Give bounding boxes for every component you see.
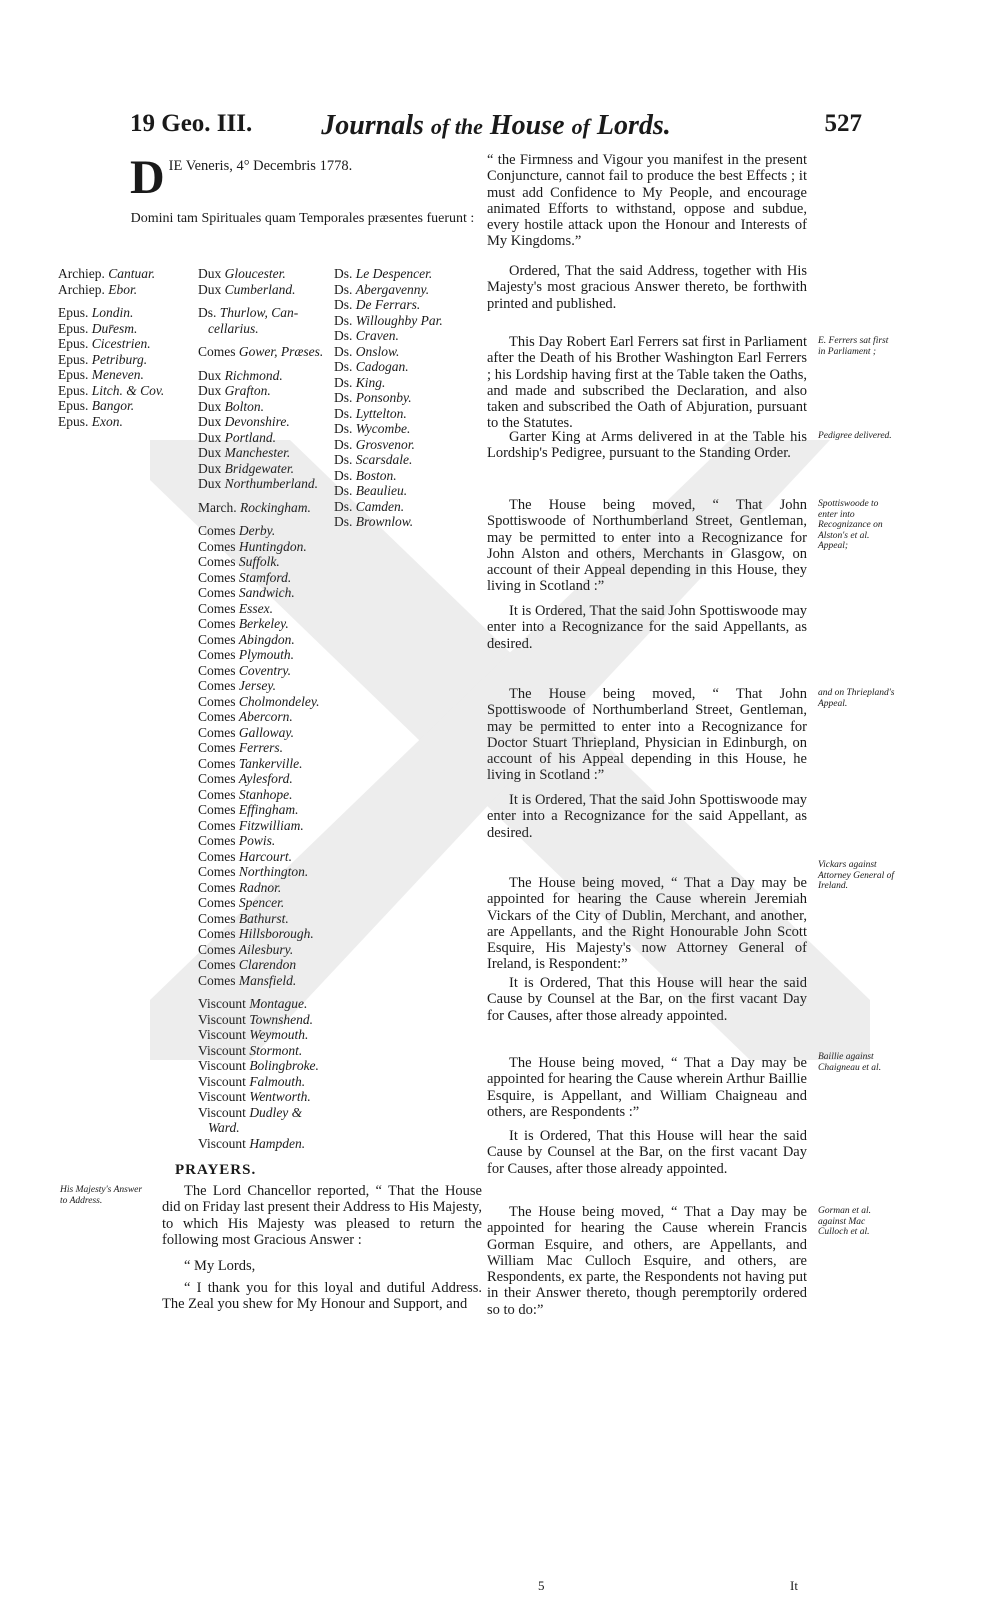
lord-title: March. xyxy=(198,499,240,515)
lord-entry xyxy=(198,996,338,1012)
lord-title: Comes xyxy=(198,554,239,569)
lord-entry xyxy=(334,266,464,282)
lord-entry xyxy=(198,694,338,710)
lord-title: Dux xyxy=(198,367,225,383)
margin-note-pedigree: Pedigree delivered. xyxy=(818,431,892,441)
lord-name: Powis. xyxy=(238,833,276,848)
lord-entry xyxy=(198,305,338,321)
lord-title: Comes xyxy=(198,864,239,879)
lord-title: Comes xyxy=(198,678,239,693)
present-heading: Domini tam Spirituales quam Temporales præsentes fuerunt : xyxy=(130,211,475,226)
lord-name: Rockingham. xyxy=(239,499,311,515)
lord-title: Ds. xyxy=(334,312,356,328)
lord-entry xyxy=(58,282,178,298)
lord-title: Ds. xyxy=(334,390,356,405)
lord-title: Viscount xyxy=(198,1073,250,1089)
lord-title: Comes xyxy=(198,972,239,988)
lord-name: Cadogan. xyxy=(355,359,409,374)
lord-entry xyxy=(198,554,338,570)
lord-name: Gower, Præses. xyxy=(238,344,324,359)
lord-title: Epus. xyxy=(58,398,92,413)
lord-entry xyxy=(198,632,338,648)
lord-name: Clarendon xyxy=(238,957,297,972)
lord-entry xyxy=(198,266,338,282)
lord-title: Ds. xyxy=(334,483,356,498)
lord-entry xyxy=(334,282,464,298)
lord-entry xyxy=(334,375,464,391)
lord-entry xyxy=(198,818,338,834)
lord-entry xyxy=(334,406,464,422)
lord-name: Devonshire. xyxy=(224,414,290,429)
lord-name: Bridgewater. xyxy=(224,460,294,476)
margin-note-vickars: Vickars against Attorney General of Ireland. xyxy=(818,860,894,891)
lord-title: Comes xyxy=(198,344,239,359)
lord-entry xyxy=(198,802,338,818)
list-spacer xyxy=(198,492,338,500)
lord-entry xyxy=(334,499,464,515)
lord-name: Lyttelton. xyxy=(355,405,407,421)
lord-title: Comes xyxy=(198,786,239,802)
lord-entry xyxy=(334,514,464,530)
lord-name: Weymouth. xyxy=(249,1027,309,1042)
lord-entry xyxy=(198,771,338,787)
lord-title: Archiep. xyxy=(58,281,109,297)
lord-entry xyxy=(198,539,338,555)
lord-title: Epus. xyxy=(58,320,92,336)
lord-title: Viscount xyxy=(198,1058,250,1073)
lord-name: Plymouth. xyxy=(238,647,295,662)
lord-name: Abercorn. xyxy=(238,709,293,724)
lord-title: Dux xyxy=(198,266,225,281)
lord-name: Falmouth. xyxy=(249,1073,306,1089)
lord-entry xyxy=(198,1089,338,1105)
lord-name: Bolingbroke. xyxy=(249,1058,319,1073)
lord-title: Ds. xyxy=(198,305,220,320)
lord-name: Northumberland. xyxy=(224,476,319,491)
prayers-heading: PRAYERS. xyxy=(175,1162,257,1178)
lord-entry xyxy=(198,1043,338,1059)
lord-title: Epus. xyxy=(58,336,92,351)
lord-title: Ds. xyxy=(334,514,356,529)
paragraph-vickars-order: It is Ordered, That this House will hear the said Cause by Counsel at the Bar, on the first vacant Day for Causes, after those already appointed. xyxy=(487,975,807,1024)
lord-name: Londin. xyxy=(91,305,134,320)
lord-title: Ds. xyxy=(334,266,356,281)
lord-name: De Ferrars. xyxy=(355,297,421,312)
paragraph-ferrers: This Day Robert Earl Ferrers sat first in Parliament after the Death of his Brother Washington Earl Ferrers ; his Lordship having first at the Table taken the Oaths, and made and subscribed the Declaration, and also taken and subscribed the Oath of Abjuration, pursuant to the Statutes. xyxy=(487,334,807,432)
lord-entry xyxy=(198,461,338,477)
lord-name: Hampden. xyxy=(249,1135,306,1151)
lord-entry xyxy=(198,500,338,516)
lord-entry xyxy=(58,352,178,368)
lord-name: cellarius. xyxy=(208,320,259,336)
lord-title: Ds. xyxy=(334,467,356,483)
lords-list-temporal xyxy=(198,266,338,1151)
margin-note-ferrers: E. Ferrers sat first in Parliament ; xyxy=(818,336,889,357)
lord-title: Dux xyxy=(198,398,225,414)
paragraph-baillie: The House being moved, “ That a Day may be appointed for hearing the Cause wherein Arthur Baillie Esquire, is Appellant, and William Chaigneau and others, are Respondents :” xyxy=(487,1055,807,1120)
lord-title: Ds. xyxy=(334,359,356,374)
lord-name: Boston. xyxy=(355,467,397,483)
lord-entry xyxy=(198,911,338,927)
lord-title: Comes xyxy=(198,724,239,740)
lord-entry xyxy=(198,430,338,446)
lord-entry xyxy=(198,1136,338,1152)
lord-entry xyxy=(198,957,338,973)
lord-name: Bolton. xyxy=(224,398,264,414)
lord-entry xyxy=(198,663,338,679)
lord-entry xyxy=(58,383,178,399)
lord-name: Suffolk. xyxy=(238,554,280,569)
lord-title: Viscount xyxy=(198,1089,250,1104)
lord-title: Archiep. xyxy=(58,266,109,281)
lord-title: Epus. xyxy=(58,382,92,398)
lord-title: Epus. xyxy=(58,351,92,367)
lord-entry xyxy=(58,336,178,352)
lord-entry xyxy=(198,647,338,663)
lord-name: Craven. xyxy=(355,328,399,343)
lord-name: Abingdon. xyxy=(238,631,295,647)
lord-name: Townshend. xyxy=(249,1011,313,1027)
lord-entry xyxy=(198,523,338,539)
lord-entry xyxy=(58,398,178,414)
lord-title: Comes xyxy=(198,848,239,864)
lord-title: Comes xyxy=(198,600,239,616)
lord-title: Ds. xyxy=(334,498,356,514)
lord-name: Aylesford. xyxy=(238,771,293,786)
lord-title: Ds. xyxy=(334,374,356,390)
lord-name: Dudley & xyxy=(249,1104,303,1120)
lord-title: Dux xyxy=(198,383,225,398)
lord-entry xyxy=(198,849,338,865)
lord-name: Beaulieu. xyxy=(355,483,408,498)
lord-title: Comes xyxy=(198,740,239,755)
lord-name: Ward. xyxy=(208,1120,240,1135)
lord-entry xyxy=(198,1027,338,1043)
lord-name: Stanhope. xyxy=(238,786,293,802)
lord-name: Derby. xyxy=(238,523,276,538)
lord-title: Comes xyxy=(198,802,239,817)
lord-name: Cantuar. xyxy=(108,266,156,281)
lord-title: Ds. xyxy=(334,281,356,297)
lord-name: Ferrers. xyxy=(238,740,284,755)
lord-entry xyxy=(198,476,338,492)
lord-name: Exon. xyxy=(91,413,123,429)
lord-entry xyxy=(198,709,338,725)
lord-entry xyxy=(198,678,338,694)
lord-entry xyxy=(334,437,464,453)
list-spacer xyxy=(198,297,338,305)
lord-entry xyxy=(198,585,338,601)
lord-entry xyxy=(198,740,338,756)
lord-entry xyxy=(198,1120,338,1136)
lord-title: Comes xyxy=(198,631,239,647)
lord-name: Meneven. xyxy=(91,367,144,382)
paragraph-spottiswoode-1: The House being moved, “ That John Spottiswoode of Northumberland Street, Gentleman, may be permitted to enter into a Recognizance for John Alston and others, Merchants in Glasgow, on account of their Appeal depending in this House, they living in Scotland :” xyxy=(487,497,807,595)
lord-name: Cumberland. xyxy=(224,281,296,297)
lord-entry xyxy=(198,926,338,942)
lord-title: Viscount xyxy=(198,1135,250,1151)
lord-title: Comes xyxy=(198,538,239,554)
lord-name: Bangor. xyxy=(91,398,135,413)
lord-name: Litch. & Cov. xyxy=(91,382,165,398)
lord-entry xyxy=(198,725,338,741)
lord-title: Comes xyxy=(198,926,239,941)
lord-entry xyxy=(334,452,464,468)
lord-name: Ebor. xyxy=(108,281,138,297)
lord-title: Viscount xyxy=(198,996,250,1011)
lord-name: Northington. xyxy=(238,864,309,879)
lords-list-spiritual xyxy=(58,266,178,429)
date-text: IE Veneris, 4° Decembris 1778. xyxy=(168,158,353,174)
lord-entry xyxy=(334,344,464,360)
paragraph-gorman: The House being moved, “ That a Day may be appointed for hearing the Cause wherein Francis Gorman Esquire, and others, are Appellants, and William Mac Culloch Esquire, and others, are Respondents, ex parte, the Respondents not having put in their Answer thereto, though peremptorily ordered so to do:” xyxy=(487,1204,807,1318)
lord-entry xyxy=(198,601,338,617)
lord-title: Ds. xyxy=(334,328,356,343)
page-number: 527 xyxy=(824,110,862,137)
paragraph-spottiswoode-2-order: It is Ordered, That the said John Spottiswoode may enter into a Recognizance for the said Appellant, as desired. xyxy=(487,792,807,841)
lord-entry xyxy=(198,616,338,632)
lord-title: Ds. xyxy=(334,405,356,421)
lord-entry xyxy=(198,756,338,772)
lord-name: Berkeley. xyxy=(238,616,289,631)
lord-entry xyxy=(198,383,338,399)
lord-entry xyxy=(198,833,338,849)
lord-name: Stamford. xyxy=(238,569,292,585)
paragraph-vickars: The House being moved, “ That a Day may be appointed for hearing the Cause wherein Jeremiah Vickars of the City of Dublin, Merchant, and another, are Appellants, and the Right Honourable John Scott Esquire, His Majesty's now Attorney General of Ireland, is Respondent:” xyxy=(487,875,807,973)
lord-name: Manchester. xyxy=(224,445,291,460)
lord-title: Comes xyxy=(198,957,239,972)
lord-name: Wycombe. xyxy=(355,421,411,436)
lord-entry xyxy=(198,1105,338,1121)
lord-name: Sandwich. xyxy=(238,585,295,600)
lord-title: Ds. xyxy=(334,421,356,436)
lord-name: Portland. xyxy=(224,429,277,445)
lord-name: Ponsonby. xyxy=(355,390,412,405)
lord-title: Dux xyxy=(198,445,225,460)
lord-title: Comes xyxy=(198,647,239,662)
list-spacer xyxy=(198,336,338,344)
lord-title: Dux xyxy=(198,281,225,297)
lord-entry xyxy=(334,421,464,437)
lord-title: Comes xyxy=(198,569,239,585)
lord-title: Comes xyxy=(198,523,239,538)
margin-note-spottiswoode-2: and on Thriepland's Appeal. xyxy=(818,688,895,709)
lord-entry xyxy=(58,305,178,321)
lord-title: Viscount xyxy=(198,1011,250,1027)
lord-name: Hillsborough. xyxy=(238,926,314,941)
lord-entry xyxy=(198,344,338,360)
lord-title: Comes xyxy=(198,910,239,926)
list-spacer xyxy=(198,360,338,368)
list-spacer xyxy=(198,988,338,996)
drop-cap: D xyxy=(130,151,165,204)
lord-name: Spencer. xyxy=(238,895,285,910)
paragraph-baillie-order: It is Ordered, That this House will hear the said Cause by Counsel at the Bar, on the first vacant Day for Causes, after those already appointed. xyxy=(487,1128,807,1177)
lord-name: Effingham. xyxy=(238,802,299,817)
lord-name: Camden. xyxy=(355,498,405,514)
sitting-date xyxy=(130,151,470,204)
lord-title: Viscount xyxy=(198,1042,250,1058)
lord-entry xyxy=(58,321,178,337)
lord-name: Petriburg. xyxy=(91,351,148,367)
catchword: It xyxy=(790,1578,798,1593)
lord-name: Fitzwilliam. xyxy=(238,817,304,833)
margin-note-gorman: Gorman et al. against Mac Culloch et al. xyxy=(818,1206,872,1237)
lord-name: Brownlow. xyxy=(355,514,414,529)
paragraph-spottiswoode-2: The House being moved, “ That John Spottiswoode of Northumberland Street, Gentleman, may be permitted to enter into a Recognizance for Doctor Stuart Thriepland, Physician in Edinburgh, on account of his Appeal depending in this House, he living in Scotland :” xyxy=(487,686,807,784)
paragraph-spottiswoode-1-order: It is Ordered, That the said John Spottiswoode may enter into a Recognizance for the said Appellants, as desired. xyxy=(487,603,807,652)
lord-title: Comes xyxy=(198,616,239,631)
lord-entry xyxy=(334,359,464,375)
lord-title: Epus. xyxy=(58,367,92,382)
lord-entry xyxy=(334,483,464,499)
lord-name: Willoughby Par. xyxy=(355,312,443,328)
lord-name: Cicestrien. xyxy=(91,336,151,351)
lord-name: Jersey. xyxy=(238,678,276,693)
lord-title: Comes xyxy=(198,771,239,786)
lords-list-barons xyxy=(334,266,464,530)
lord-title: Comes xyxy=(198,817,239,833)
paragraph-chancellor: The Lord Chancellor reported, “ That the House did on Friday last present their Address to His Majesty, to which His Majesty was pleased to return the following most Gracious Answer : xyxy=(162,1183,482,1248)
lord-title: Dux xyxy=(198,414,225,429)
lord-title: Ds. xyxy=(334,297,356,312)
journal-title: Journals of the House of Lords. xyxy=(321,110,671,141)
lord-title: Dux xyxy=(198,460,225,476)
lord-name: Thurlow, Can- xyxy=(219,305,299,320)
lord-entry xyxy=(334,297,464,313)
lord-name: Grafton. xyxy=(224,383,271,398)
lord-name: Gloucester. xyxy=(224,266,286,281)
lord-title: Comes xyxy=(198,833,239,848)
lord-name: Stormont. xyxy=(249,1042,303,1058)
lord-title: Viscount xyxy=(198,1027,250,1042)
lord-name: Wentworth. xyxy=(249,1089,311,1104)
lord-title: Epus. xyxy=(58,305,92,320)
paragraph-answer-start: “ I thank you for this loyal and dutiful Address. The Zeal you shew for My Honour and Support, and xyxy=(162,1280,482,1313)
lord-name: Coventry. xyxy=(238,662,292,678)
lord-name: Huntingdon. xyxy=(238,538,307,554)
lord-name: Galloway. xyxy=(238,724,295,740)
regnal-year: 19 Geo. III. xyxy=(130,110,253,137)
lord-entry xyxy=(334,328,464,344)
lord-title: Comes xyxy=(198,662,239,678)
lord-name: Radnor. xyxy=(238,879,282,895)
lord-title: Dux xyxy=(198,429,225,445)
paragraph-answer-end: “ the Firmness and Vigour you manifest in the present Conjuncture, cannot fail to produce the best Effects ; it must add Confidence to My People, and encourage animated Efforts to withstand, oppose and subdue, every hostile attack upon the Honour and Interests of My Kingdoms.” xyxy=(487,152,807,250)
lord-name: Cholmondeley. xyxy=(238,693,320,709)
lord-name: Grosvenor. xyxy=(355,436,415,452)
lord-title: Comes xyxy=(198,895,239,910)
signature-mark: 5 xyxy=(538,1578,545,1593)
lord-title: Comes xyxy=(198,941,239,957)
lord-title: Viscount xyxy=(198,1104,250,1120)
lord-name: Abergavenny. xyxy=(355,281,430,297)
lord-title: Dux xyxy=(198,476,225,491)
lord-entry xyxy=(198,445,338,461)
page-header xyxy=(130,110,862,150)
lord-entry xyxy=(198,787,338,803)
margin-note-baillie: Baillie against Chaigneau et al. xyxy=(818,1052,882,1073)
paragraph-ordered-publish: Ordered, That the said Address, together with His Majesty's most gracious Answer thereto, be forthwith printed and published. xyxy=(487,263,807,312)
lord-entry xyxy=(58,266,178,282)
lord-title: Comes xyxy=(198,693,239,709)
lord-title: Comes xyxy=(198,585,239,600)
lord-entry xyxy=(198,321,338,337)
lord-name: Ailesbury. xyxy=(238,941,294,957)
lord-entry xyxy=(198,864,338,880)
lord-entry xyxy=(334,390,464,406)
lord-entry xyxy=(198,895,338,911)
paragraph-garter: Garter King at Arms delivered in at the Table his Lordship's Pedigree, pursuant to the Standing Order. xyxy=(487,429,807,462)
list-spacer xyxy=(198,515,338,523)
lord-title: Comes xyxy=(198,709,239,724)
lord-entry xyxy=(198,1074,338,1090)
lord-name: Tankerville. xyxy=(238,755,303,771)
lord-entry xyxy=(198,1012,338,1028)
lord-title: Ds. xyxy=(334,343,356,359)
lord-title: Epus. xyxy=(58,413,92,429)
lord-name: Bathurst. xyxy=(238,910,289,926)
lord-entry xyxy=(198,368,338,384)
margin-note-answer: His Majesty's Answer to Address. xyxy=(60,1185,143,1206)
lord-name: Dur̄esm. xyxy=(91,320,138,336)
lord-name: King. xyxy=(355,374,386,390)
lord-title: Ds. xyxy=(334,436,356,452)
lord-entry xyxy=(58,367,178,383)
lord-name: Onslow. xyxy=(355,343,400,359)
lord-entry xyxy=(58,414,178,430)
lord-name: Harcourt. xyxy=(238,848,293,864)
lord-name: Montague. xyxy=(249,996,308,1011)
list-spacer xyxy=(58,297,178,305)
lord-entry xyxy=(198,282,338,298)
lord-name: Richmond. xyxy=(224,367,283,383)
lord-entry xyxy=(198,942,338,958)
lord-entry xyxy=(198,1058,338,1074)
lord-entry xyxy=(334,313,464,329)
lord-entry xyxy=(198,399,338,415)
lord-name: Scarsdale. xyxy=(355,452,413,467)
margin-note-spottiswoode-1: Spottiswoode to enter into Recognizance on Alston's et al. Appeal; xyxy=(818,499,883,551)
lord-title: Comes xyxy=(198,879,239,895)
lord-entry xyxy=(334,468,464,484)
lord-entry xyxy=(198,414,338,430)
lord-name: Le Despencer. xyxy=(355,266,433,281)
lord-title: Comes xyxy=(198,755,239,771)
lord-name: Mansfield. xyxy=(238,972,297,988)
lord-entry xyxy=(198,570,338,586)
lord-name: Essex. xyxy=(238,600,274,616)
lord-entry xyxy=(198,973,338,989)
lord-entry xyxy=(198,880,338,896)
lord-title: Ds. xyxy=(334,452,356,467)
paragraph-my-lords: “ My Lords, xyxy=(184,1258,256,1274)
